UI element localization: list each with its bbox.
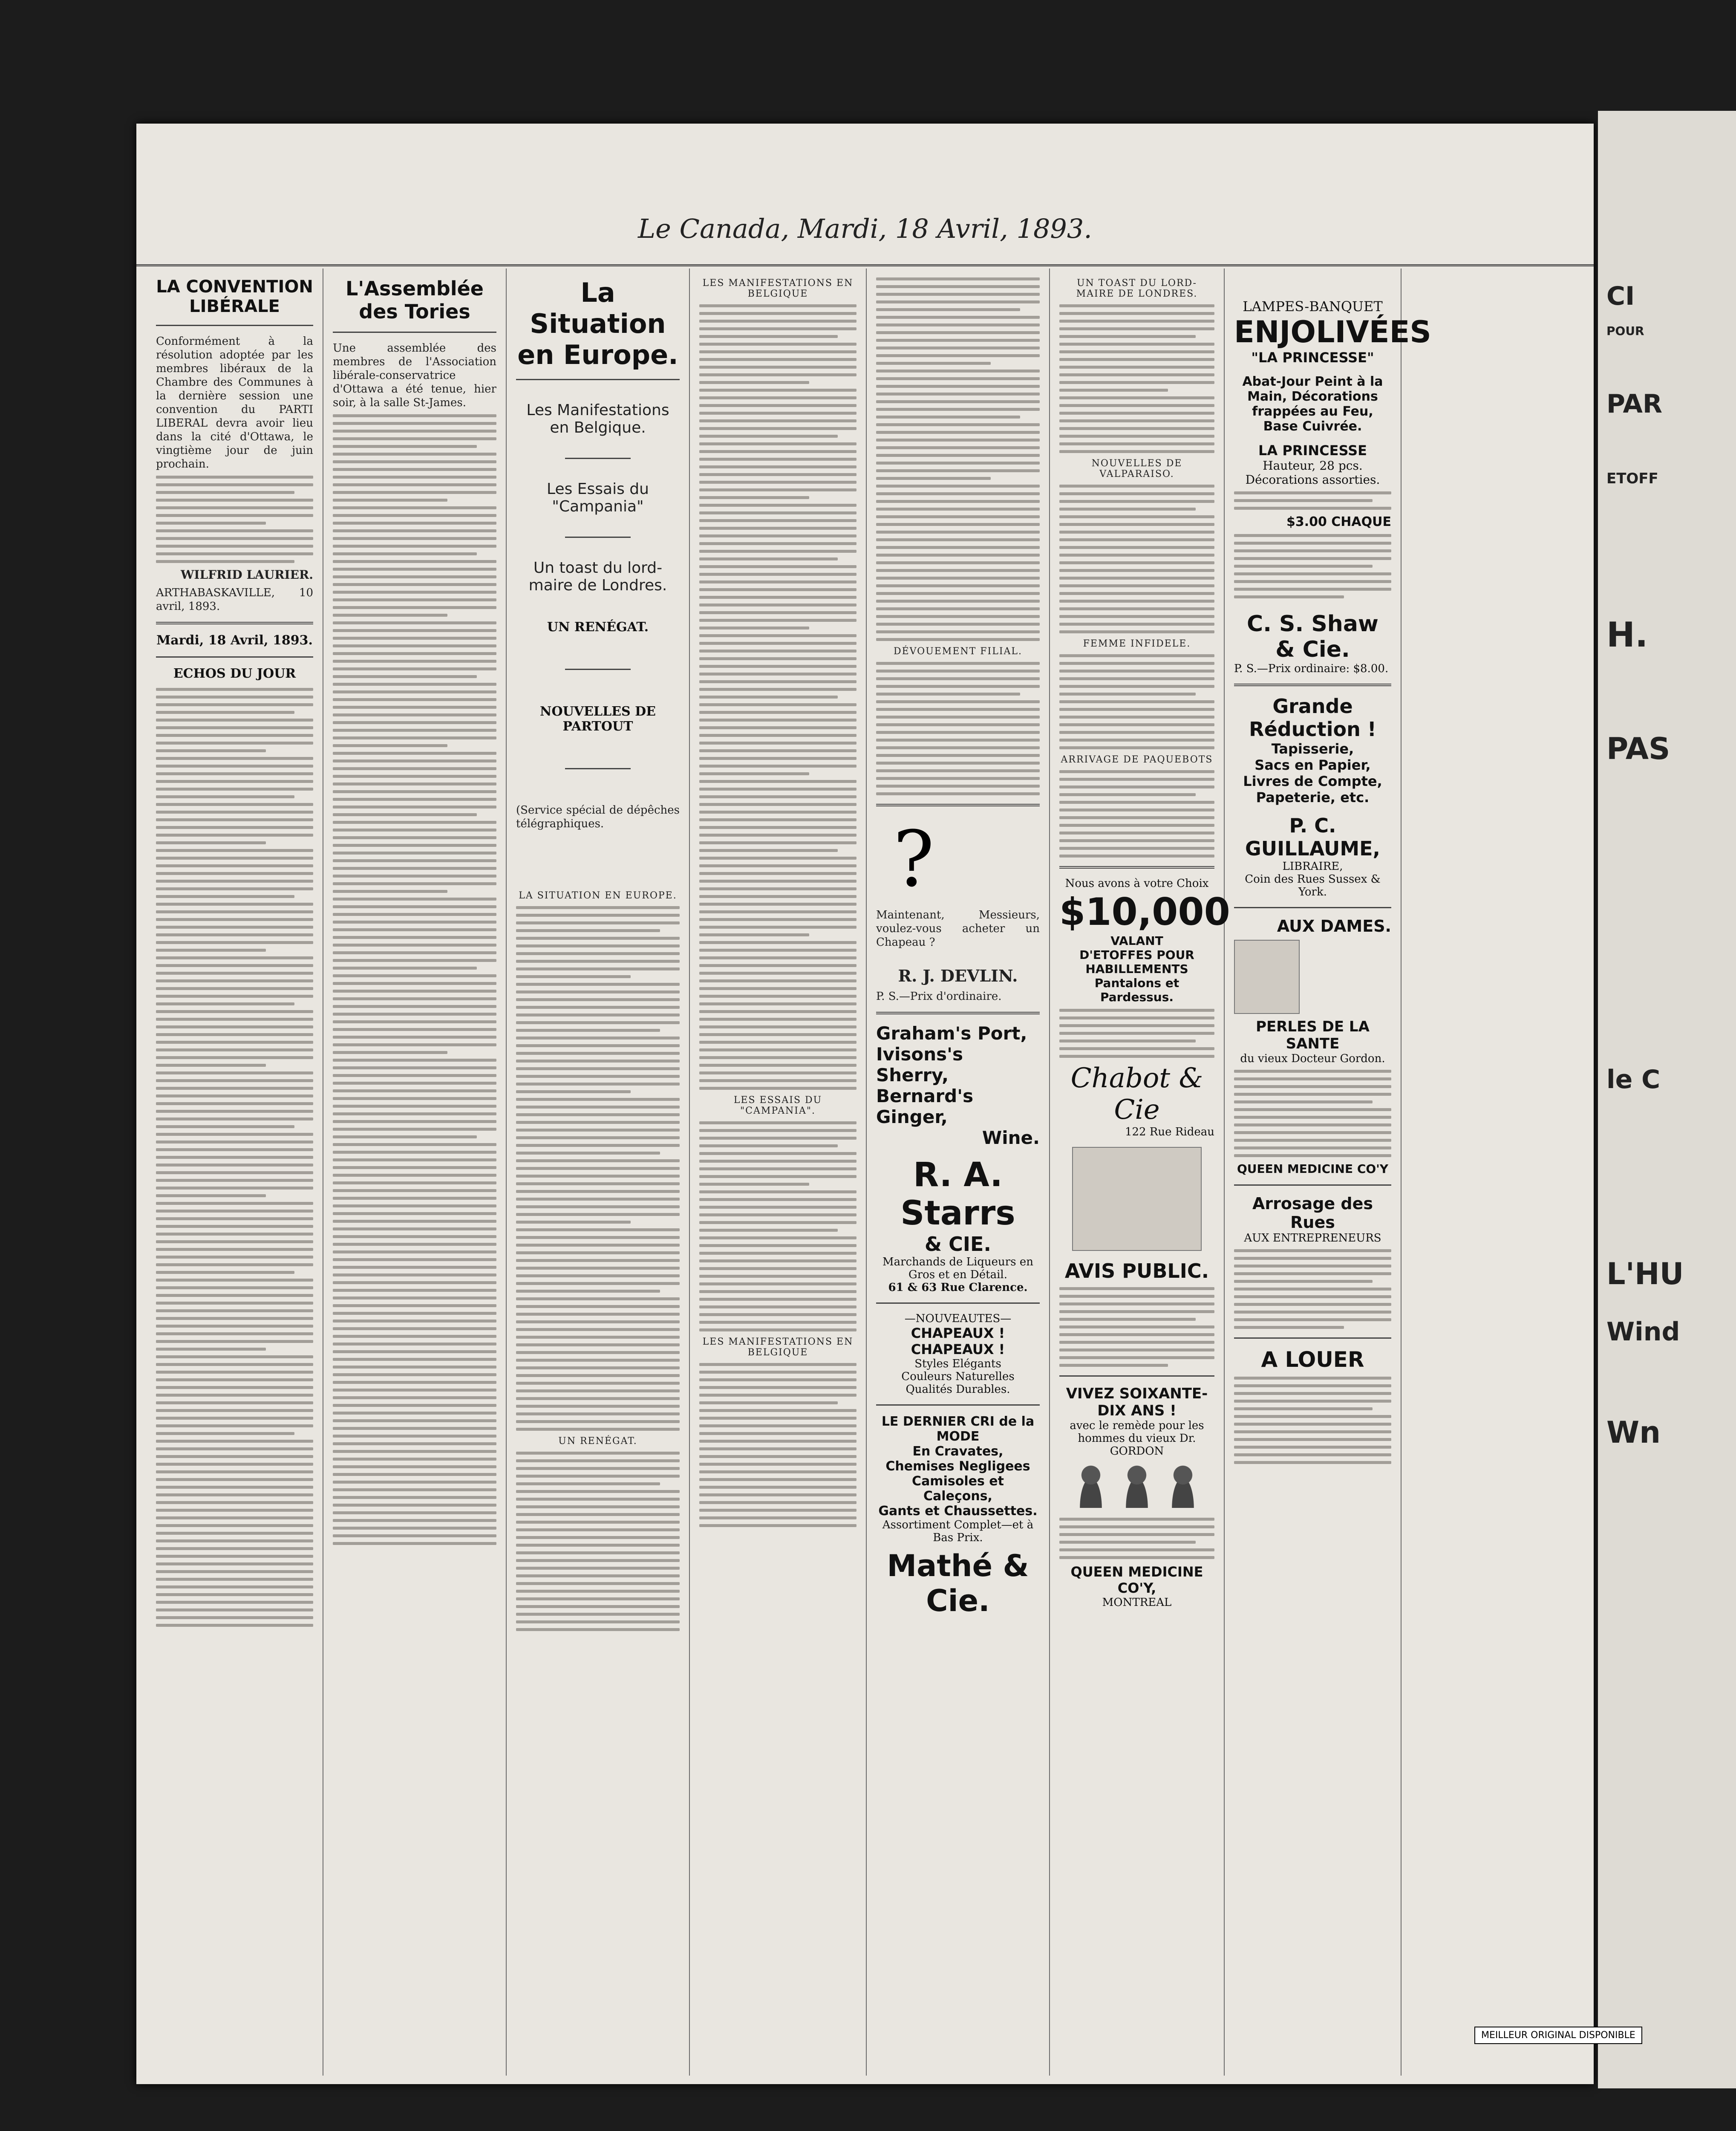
- ad-line: LA PRINCESSE: [1258, 442, 1367, 459]
- ad-heading: VIVEZ SOIXANTE-DIX ANS !: [1066, 1385, 1208, 1419]
- ad-line: Gants et Chaussettes.: [878, 1504, 1038, 1519]
- ad-line: "LA PRINCESSE": [1251, 349, 1374, 366]
- article-body: [516, 1452, 680, 1631]
- divider: [565, 669, 631, 670]
- chabot-ad: [1059, 877, 1230, 1138]
- divider: [156, 656, 313, 658]
- ad-heading: LAMPES-BANQUET: [1243, 298, 1383, 315]
- price: $3.00 CHAQUE: [1286, 514, 1391, 529]
- article-body: [699, 1121, 856, 1331]
- ad-line: Qualités Durables.: [905, 1383, 1010, 1396]
- reduction-ad: [1234, 695, 1391, 898]
- ad-body: [1234, 534, 1391, 598]
- masthead: Le Canada, Mardi, 18 Avril, 1893.: [136, 213, 1594, 266]
- ad-body: [1059, 1518, 1214, 1559]
- edge-text: Wind: [1606, 1317, 1680, 1347]
- starrs-text: Marchands de Liqueurs en Gros et en Détail.: [882, 1256, 1033, 1281]
- date-heading: Mardi, 18 Avril, 1893.: [156, 633, 313, 648]
- ad-line: D'ETOFFES POUR HABILLEMENTS: [1079, 948, 1194, 976]
- article-body: [1059, 485, 1214, 633]
- ad-line: En Cravates,: [912, 1444, 1004, 1459]
- ad-body: [1234, 1377, 1391, 1464]
- avis-public: [1059, 1259, 1214, 1367]
- ad-line: Camisoles et Caleçons,: [912, 1474, 1004, 1504]
- ad-line: Chemises Negligees: [885, 1459, 1030, 1474]
- note: (Service spécial de dépêches télégraphiques.: [516, 804, 680, 830]
- section-title: LES MANIFESTATIONS EN BELGIQUE: [702, 1337, 854, 1358]
- starrs-address: 61 & 63 Rue Clarence.: [888, 1281, 1028, 1294]
- edge-text: Wn: [1606, 1415, 1661, 1450]
- dateline: ARTHABASKAVILLE, 10 avril, 1893.: [156, 586, 313, 613]
- ad-line: AUX ENTREPRENEURS: [1244, 1232, 1381, 1245]
- starrs-cie: & CIE.: [925, 1233, 991, 1256]
- article-body: [699, 1363, 856, 1527]
- coat-of-arms-illustration: [1072, 1147, 1202, 1251]
- divider: [1234, 1337, 1391, 1339]
- article-body: [1059, 304, 1214, 453]
- chabot-address: 122 Rue Rideau: [1125, 1126, 1214, 1138]
- edge-text: H.: [1606, 615, 1648, 655]
- ad-heading: AUX DAMES.: [1277, 917, 1391, 936]
- article-body: [1059, 770, 1214, 858]
- ad-line: du vieux Docteur Gordon.: [1240, 1052, 1385, 1065]
- ad-heading: —NOUVEAUTES—: [904, 1312, 1012, 1325]
- edge-text: L'HU: [1606, 1256, 1684, 1291]
- article-lead: Une assemblée des membres de l'Association libérale-conservatrice d'Ottawa a été tenue, hier soir, à la salle St-James.: [333, 342, 496, 409]
- ad-line: Hauteur, 28 pcs. Décorations assorties.: [1245, 459, 1380, 487]
- ad-line: Assortiment Complet—et à Bas Prix.: [882, 1519, 1034, 1544]
- question-mark-graphic: ?: [893, 815, 934, 904]
- article-body: [699, 304, 856, 1090]
- ad-line: avec le remède pour les hommes du vieux Dr. GORDON: [1070, 1419, 1204, 1458]
- mathe-ad: [876, 1414, 1040, 1618]
- ad-line: Pantalons et Pardessus.: [1094, 976, 1179, 1004]
- ad-body: [1059, 1009, 1214, 1058]
- ad-line: Bernard's Ginger,: [876, 1086, 974, 1127]
- ad-body: [1059, 1287, 1214, 1367]
- divider: [1059, 866, 1214, 869]
- lady-portrait-image: [1234, 940, 1300, 1014]
- newspaper-page: [136, 124, 1594, 2084]
- edge-text: CI: [1606, 281, 1635, 311]
- starrs-ad: [876, 1156, 1040, 1294]
- section-title: ARRIVAGE DE PAQUEBOTS: [1061, 754, 1213, 765]
- ad-line: Livres de Compte,: [1243, 773, 1382, 789]
- guillaume-name: P. C. GUILLAUME,: [1245, 814, 1381, 860]
- ad-line: Ivisons's Sherry,: [876, 1044, 963, 1086]
- divider: [156, 622, 313, 624]
- ad-heading: QUEEN MEDICINE CO'Y: [1237, 1162, 1389, 1176]
- hats-ad: [876, 1312, 1040, 1396]
- ad-line: LIBRAIRE,: [1282, 860, 1343, 873]
- archive-quality-label: MEILLEUR ORIGINAL DISPONIBLE: [1474, 2027, 1642, 2044]
- ad-line: Abat-Jour Peint à la Main, Décorations frappées au Feu, Base Cuivrée.: [1242, 374, 1383, 434]
- chabot-name: Chabot & Cie: [1070, 1063, 1203, 1126]
- edge-text: PAR: [1606, 389, 1663, 419]
- ad-heading: QUEEN MEDICINE CO'Y,: [1070, 1564, 1203, 1596]
- ad-text: Maintenant, Messieurs, voulez-vous acheter un Chapeau ?: [876, 909, 1040, 949]
- divider: [333, 332, 496, 333]
- ad-heading: ENJOLIVÉES: [1234, 315, 1431, 349]
- ad-heading: LE DERNIER CRI de la MODE: [881, 1414, 1035, 1444]
- port-ad: [876, 1023, 1040, 1148]
- divider: [876, 1012, 1040, 1014]
- ad-signature: R. J. DEVLIN.: [898, 966, 1018, 985]
- ad-heading: CHAPEAUX ! CHAPEAUX !: [911, 1325, 1005, 1357]
- ad-line: Nous avons à votre Choix: [1065, 877, 1209, 890]
- ad-heading: Grande Réduction !: [1249, 695, 1376, 741]
- gordon-ad: [1059, 1385, 1214, 1609]
- ad-ps: P. S.—Prix d'ordinaire.: [876, 990, 1002, 1003]
- divider: [876, 1404, 1040, 1406]
- divider: [565, 768, 631, 769]
- signature: WILFRID LAURIER.: [180, 568, 313, 582]
- portrait-image: [1166, 1461, 1200, 1508]
- article-body: [876, 277, 1040, 641]
- price-label: VALANT: [1110, 934, 1163, 948]
- portrait-image: [1074, 1461, 1108, 1508]
- section-title: FEMME INFIDELE.: [1083, 638, 1191, 649]
- divider: [565, 537, 631, 538]
- ad-body: [1234, 1249, 1391, 1329]
- ad-line: Couleurs Naturelles: [901, 1370, 1015, 1383]
- column-5: [867, 269, 1050, 2076]
- ad-line: Graham's Port,: [876, 1023, 1027, 1044]
- starrs-name: R. A. Starrs: [900, 1156, 1015, 1233]
- article-title: L'Assemblée des Tories: [346, 277, 484, 323]
- ad-line: Tapisserie,: [1271, 741, 1354, 757]
- divider: [565, 458, 631, 459]
- dames-ad: [1234, 917, 1391, 1176]
- deck-2: Les Essais du "Campania": [547, 480, 649, 515]
- ad-body: [1234, 491, 1391, 510]
- section-title: UN RENÉGAT.: [558, 1436, 637, 1447]
- ad-line: Coin des Rues Sussex & York.: [1245, 873, 1381, 898]
- column-3: [507, 269, 690, 2076]
- section-title: NOUVELLES DE VALPARAISO.: [1091, 458, 1182, 479]
- divider: [1234, 1184, 1391, 1186]
- edge-text: ETOFF: [1606, 470, 1658, 487]
- section-title: LES MANIFESTATIONS EN BELGIQUE: [702, 278, 854, 299]
- column-6: [1050, 269, 1230, 2076]
- section-title: LA SITUATION EN EUROPE.: [519, 890, 677, 901]
- arrosage-ad: [1234, 1194, 1391, 1329]
- portrait-row: [1059, 1458, 1214, 1513]
- louer-ad: [1234, 1347, 1391, 1464]
- article-body: [876, 662, 1040, 795]
- divider: [876, 1302, 1040, 1304]
- divider: [1234, 684, 1391, 686]
- columns: [147, 269, 1583, 2076]
- column-7: [1225, 269, 1431, 2076]
- ad-heading: AVIS PUBLIC.: [1064, 1259, 1209, 1282]
- article-title: La Situation en Europe.: [517, 277, 678, 370]
- edge-text: POUR: [1606, 324, 1644, 338]
- ad-line: MONTREAL: [1102, 1596, 1172, 1609]
- column-2: [323, 269, 507, 2076]
- divider: [516, 379, 680, 380]
- ad-line: Styles Elégants: [914, 1357, 1001, 1370]
- subtitle: NOUVELLES DE PARTOUT: [540, 704, 656, 734]
- ad-line: Papeterie, etc.: [1256, 789, 1370, 806]
- article-body: [333, 414, 496, 1545]
- mathe-name: Mathé & Cie.: [887, 1548, 1029, 1618]
- section-title: ECHOS DU JOUR: [173, 666, 296, 681]
- column-4: [690, 269, 867, 2076]
- column-8: [1401, 269, 1585, 2076]
- article-body: [1059, 654, 1214, 749]
- section-title: LES ESSAIS DU "CAMPANIA".: [733, 1095, 822, 1116]
- subtitle: UN RENÉGAT.: [547, 620, 649, 635]
- shaw-name: C. S. Shaw & Cie.: [1247, 611, 1378, 662]
- ad-body: [1234, 1070, 1391, 1157]
- article-body: [156, 688, 313, 1627]
- ad-line: Wine.: [982, 1127, 1040, 1148]
- adjacent-page-edge: [1598, 111, 1736, 2088]
- deck-1: Les Manifestations en Belgique.: [526, 401, 669, 436]
- divider: [1059, 1375, 1214, 1377]
- article-body: [156, 476, 313, 563]
- divider: [876, 804, 1040, 806]
- portrait-image: [1120, 1461, 1154, 1508]
- price-value: $10,000: [1059, 890, 1230, 934]
- ad-heading: PERLES DE LA SANTE: [1256, 1018, 1370, 1052]
- article-title: LA CONVENTION LIBÉRALE: [156, 277, 313, 316]
- ad-heading: Arrosage des Rues: [1252, 1194, 1373, 1232]
- article-body: [516, 906, 680, 1431]
- divider: [1234, 907, 1391, 908]
- column-1: [147, 269, 323, 2076]
- ad-line: Sacs en Papier,: [1254, 757, 1371, 773]
- lampes-ad: [1234, 298, 1431, 675]
- edge-text: le C: [1606, 1065, 1661, 1094]
- ad-line: P. S.—Prix ordinaire: $8.00.: [1234, 662, 1389, 675]
- section-title: UN TOAST DU LORD-MAIRE DE LONDRES.: [1076, 278, 1198, 299]
- ad-heading: A LOUER: [1261, 1347, 1364, 1372]
- section-title: DÉVOUEMENT FILIAL.: [893, 646, 1023, 657]
- deck-3: Un toast du lord-maire de Londres.: [528, 559, 667, 594]
- article-lead: Conformément à la résolution adoptée par les membres libéraux de la Chambre des Communes à la dernière session une convention du PARTI LIBERAL devra avoir lieu dans la cité d'Ottawa, le vingtième jour de juin prochain.: [156, 335, 313, 471]
- edge-text: PAS: [1606, 731, 1670, 766]
- divider: [156, 325, 313, 326]
